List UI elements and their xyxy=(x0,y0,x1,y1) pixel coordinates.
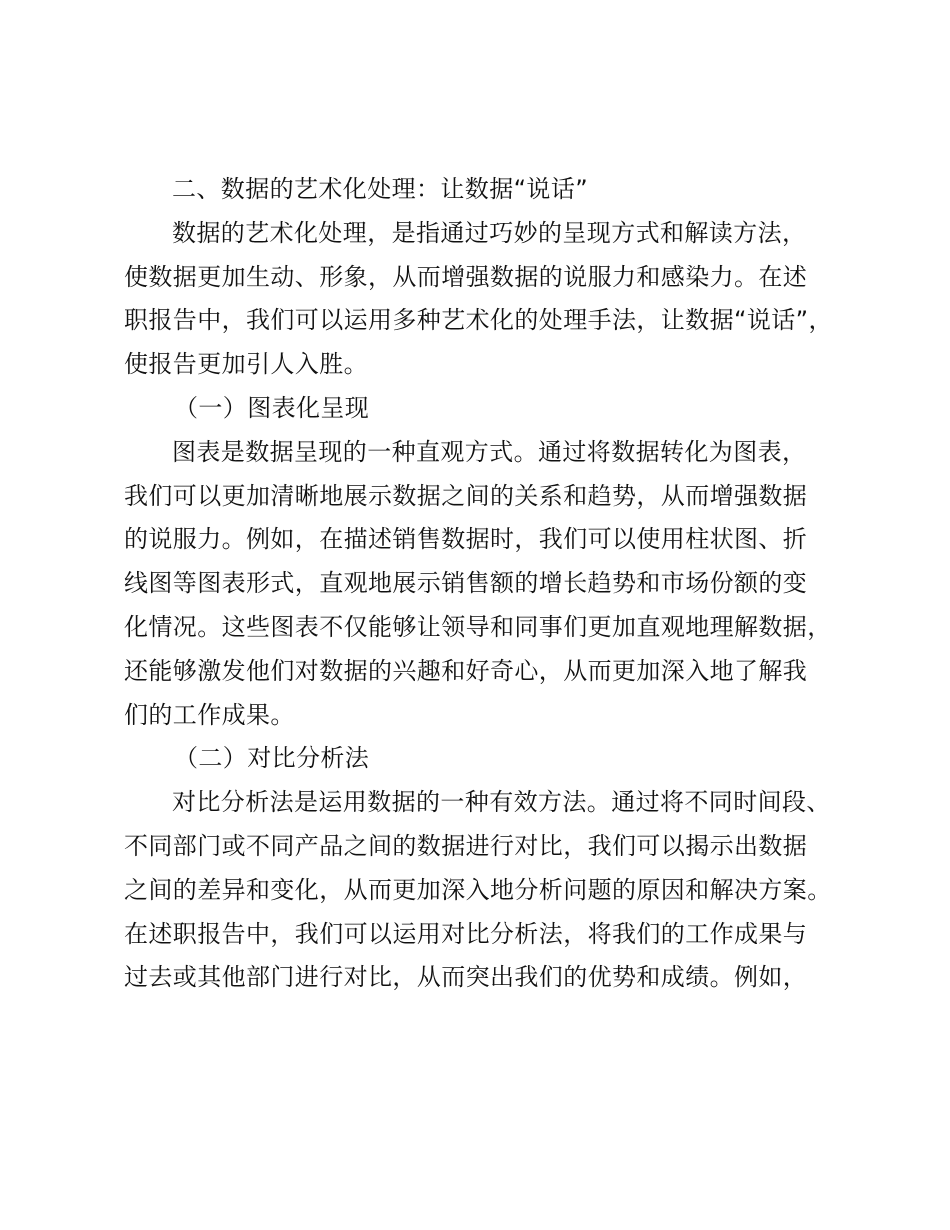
paragraph-line: 还能够激发他们对数据的兴趣和好奇心，从而更加深入地了解我 xyxy=(124,656,808,685)
paragraph-line: 图表是数据呈现的一种直观方式。通过将数据转化为图表， xyxy=(172,437,807,466)
subsection-heading: （一）图表化呈现 xyxy=(174,393,370,422)
subsection-heading: （二）对比分析法 xyxy=(174,744,370,773)
section-heading: 二、数据的艺术化处理：让数据“说话” xyxy=(172,175,589,203)
paragraph-line: 在述职报告中，我们可以运用对比分析法，将我们的工作成果与 xyxy=(124,919,808,948)
document-body xyxy=(124,168,854,1000)
paragraph-line: 使数据更加生动、形象，从而增强数据的说服力和感染力。在述 xyxy=(124,262,808,291)
paragraph-line: 过去或其他部门进行对比，从而突出我们的优势和成绩。例如， xyxy=(124,963,808,992)
paragraph-line: 线图等图表形式，直观地展示销售额的增长趋势和市场份额的变 xyxy=(124,569,808,598)
paragraph-line: 不同部门或不同产品之间的数据进行对比，我们可以揭示出数据 xyxy=(124,831,808,860)
paragraph-line: 职报告中，我们可以运用多种艺术化的处理手法，让数据“说话”， xyxy=(124,306,833,335)
paragraph-line: 对比分析法是运用数据的一种有效方法。通过将不同时间段、 xyxy=(172,788,831,817)
paragraph-line: 使报告更加引人入胜。 xyxy=(124,350,368,379)
paragraph-line: 的说服力。例如，在描述销售数据时，我们可以使用柱状图、折 xyxy=(124,525,808,554)
paragraph-line: 数据的艺术化处理，是指通过巧妙的呈现方式和解读方法， xyxy=(172,218,807,247)
paragraph-line: 化情况。这些图表不仅能够让领导和同事们更加直观地理解数据， xyxy=(124,612,832,641)
paragraph-line: 之间的差异和变化，从而更加深入地分析问题的原因和解决方案。 xyxy=(124,875,832,904)
paragraph-line: 我们可以更加清晰地展示数据之间的关系和趋势，从而增强数据 xyxy=(124,481,808,510)
paragraph-line: 们的工作成果。 xyxy=(124,700,295,729)
